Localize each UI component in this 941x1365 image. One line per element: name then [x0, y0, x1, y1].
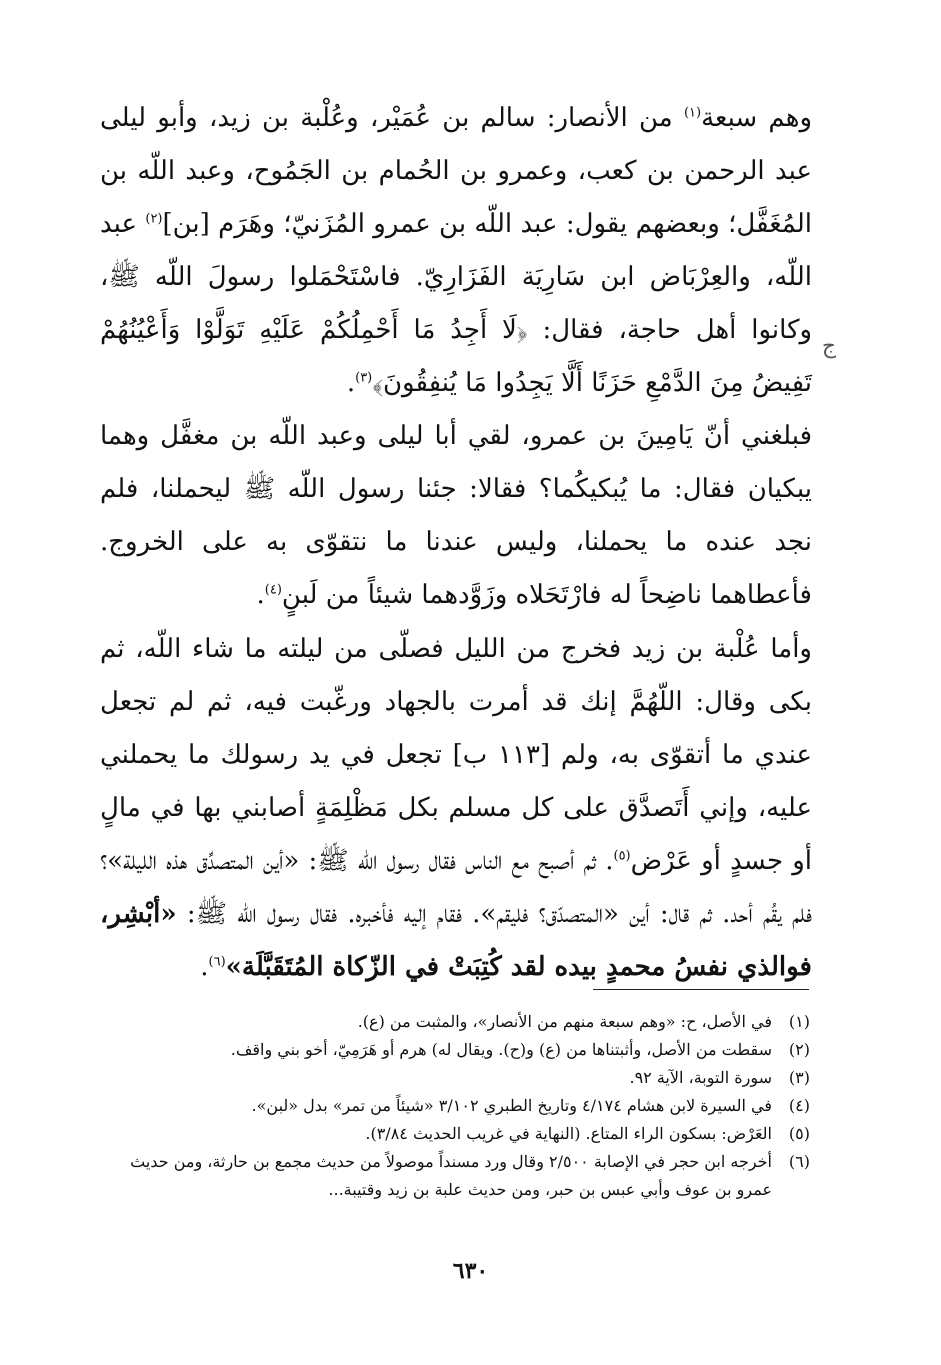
bold-quote: «أبْشِر، فوالذي نفسُ محمدٍ بيده لقد كُتِبَتْ في الزّكاة المُتَقَبَّلَة»	[100, 899, 812, 982]
footnote-reference: (٦)	[208, 954, 226, 970]
text-segment: وهم سبعة	[701, 103, 813, 133]
footnote-text: سورة التوبة، الآية ٩٢.	[629, 1068, 772, 1087]
paragraph-1	[100, 92, 812, 410]
quran-verse: ﴿لَا أَجِدُ مَا أَحْمِلُكُمْ عَلَيْهِ تَوَلَّوْا وَأَعْيُنُهُمْ تَفِيضُ مِنَ الدَّمْعِ حَزَنًا أَلَّا يَجِدُوا مَا يُنفِقُونَ﴾	[100, 315, 812, 398]
footnote-reference: (٤)	[264, 582, 282, 598]
marginal-note-mark: ج	[821, 334, 837, 359]
footnote-item	[110, 1008, 810, 1036]
footnote-item	[110, 1120, 810, 1148]
footnote-item	[110, 1064, 810, 1092]
text-segment: .	[256, 580, 265, 610]
footnote-number: (٣)	[788, 1068, 810, 1087]
paragraph-2	[100, 410, 812, 622]
footnote-reference: (٢)	[145, 211, 163, 227]
footnote-number: (٥)	[788, 1124, 810, 1143]
footnote-item	[110, 1036, 810, 1064]
footnote-number: (١)	[788, 1012, 810, 1031]
footnote-item	[110, 1092, 810, 1120]
footnote-text: العَرْض: بسكون الراء المتاع. (النهاية في غريب الحديث ٣/٨٤).	[365, 1124, 772, 1143]
text-segment: فبلغني أنّ يَامِينَ بن عمرو، لقي أبا ليلى وعبد اللّه بن مغفَّل وهما يبكيان فقال: ما يُبكيكُما؟ فقالا: جئنا رسول اللّه ﷺ ليحملنا، فلم نجد عنده ما يحملنا، وليس عندنا ما نتقوّى به على الخروج. فأعطاهما ناضِحاً له فارْتَحَلاه وزَوَّدهما شيئاً من لَبنٍ	[100, 421, 812, 610]
text-segment: .	[346, 368, 356, 398]
footnote-text: سقطت من الأصل، وأثبتناها من (ع) و(ح). ويقال له) هرم أو هَرَمِيّ، أخو بني واقف.	[230, 1040, 772, 1059]
paragraph-3	[100, 623, 812, 994]
text-segment: .	[200, 952, 209, 982]
footnote-reference: (٥)	[613, 848, 631, 864]
footnote-number: (٦)	[788, 1152, 810, 1171]
footnote-text: في الأصل، ح: «وهم سبعة منهم من الأنصار»، والمثبت من (ع).	[357, 1012, 772, 1031]
footnote-reference: (٣)	[355, 370, 373, 386]
footnote-number: (٢)	[788, 1040, 810, 1059]
footnote-text: في السيرة لابن هشام ٤/١٧٤ وتاريخ الطبري ٣/١٠٢ «شيئاً من تمر» بدل «لبن».	[251, 1096, 772, 1115]
footnote-number: (٤)	[788, 1096, 810, 1115]
text-segment: عبد اللّه، والعِرْبَاض ابن سَارِيَة الفَزَارِيّ. فاسْتَحْمَلوا رسولَ اللّه ﷺ، وكانوا أهل حاجة، فقال:	[100, 209, 812, 345]
footnote-divider	[593, 989, 809, 990]
footnote-item	[110, 1148, 810, 1204]
footnotes-list	[110, 1008, 810, 1204]
footnote-text: أخرجه ابن حجر في الإصابة ٢/٥٠٠ وقال ورد مسنداً موصولاً من حديث مجمع بن حارثة، ومن حديث عمرو بن عوف وأبي عبس بن حبر، ومن حديث علبة بن زيد وقتيبة...	[130, 1152, 772, 1199]
footnote-reference: (١)	[683, 105, 702, 121]
text-segment: وأما عُلْبة بن زيد فخرج من الليل فصلّى من ليلته ما شاء اللّه، ثم بكى وقال: اللّهُمَّ إنك قد أمرت بالجهاد ورغّبت فيه، ثم لم تجعل عندي ما أتقوّى به، ولم [١١٣ ب] تجعل في يد رسولك ما يحملني عليه، وإني أَتَصدَّق على كل مسلم بكل مَظْلِمَةٍ أصابني بها في مالٍ أو جسدٍ أو عَرْض	[100, 634, 812, 876]
page-number: ٦٣٠	[452, 1258, 489, 1284]
text-segment: من الأنصار: سالم بن عُمَيْر، وعُلْبة بن زيد، وأبو ليلى عبد الرحمن بن كعب، وعمرو بن الحُمام بن الجَمُوح، وعبد اللّه بن المُغَفَّل؛ وبعضهم يقول: عبد اللّه بن عمرو المُزَنيّ؛ وهَرَم [بن]	[100, 103, 812, 239]
text-segment: . ثم أصبح مع الناس فقال رسول اللّه ﷺ: «أين المتصدِّق هذه الليلة»؟فلم يقُم أحد. ثم قال: أين «المتصدّق؟ فليقم». فقام إليه فأخبره. فقال رسول اللّه ﷺ:	[100, 846, 812, 929]
